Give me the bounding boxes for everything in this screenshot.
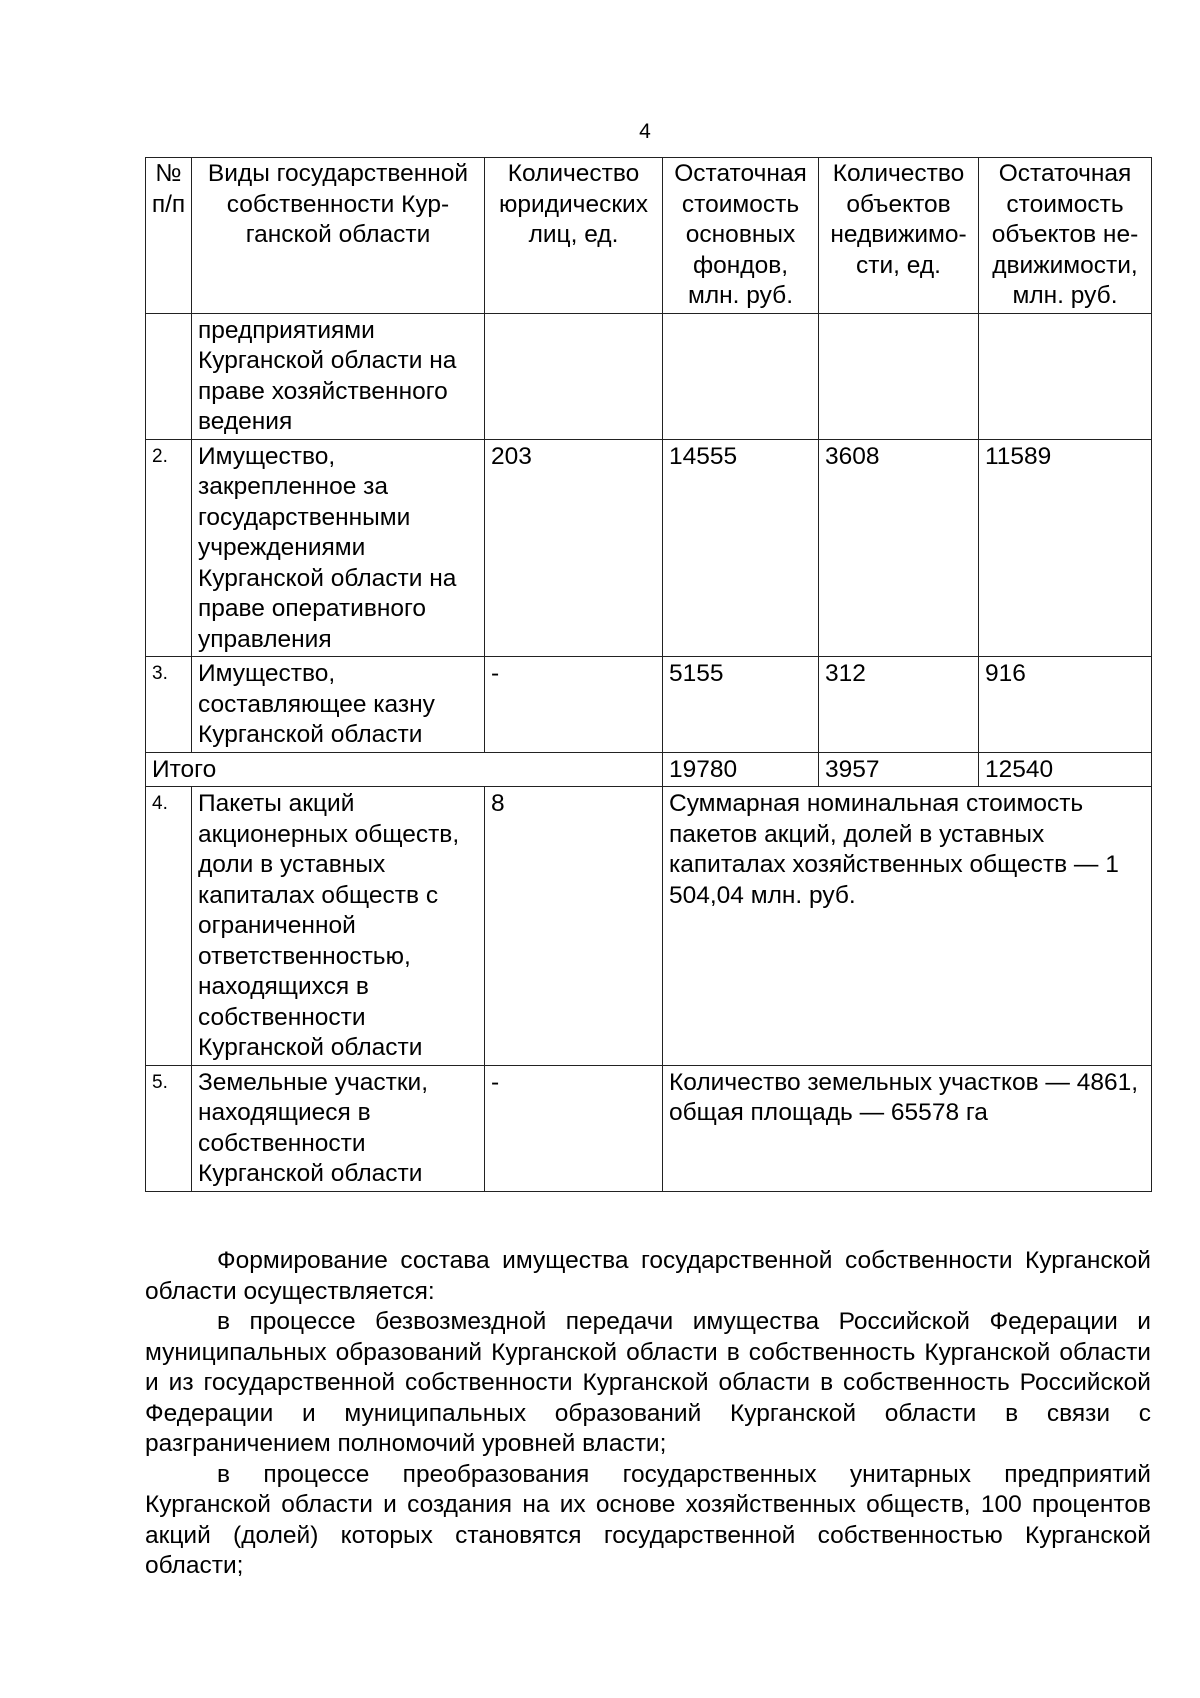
row-property-type: Имущество, закрепленное за государственными учреждениями Курганской области на праве оперативного управления — [192, 439, 485, 657]
table-row — [146, 313, 1152, 439]
row-property-type: Земельные участки, находящиеся в собственности Курганской области — [192, 1065, 485, 1191]
header-funds-value: Остаточная стоимость основных фондов, млн. руб. — [663, 158, 819, 314]
row-funds-value: 14555 — [663, 439, 819, 657]
row-continuation-text: предприятиями Курганской области на праве хозяйственного ведения — [192, 313, 485, 439]
empty-cell — [979, 313, 1152, 439]
table-row — [146, 1065, 1152, 1191]
page-number: 4 — [639, 120, 651, 143]
row-real-estate-count: 312 — [819, 657, 979, 753]
row-legal-entities: - — [485, 1065, 663, 1191]
row-legal-entities: - — [485, 657, 663, 753]
header-real-estate-value: Остаточная стоимость объектов не-движимости, млн. руб. — [979, 158, 1152, 314]
row-legal-entities: 8 — [485, 787, 663, 1066]
table-row — [146, 787, 1152, 1066]
paragraph: в процессе преобразования государственных унитарных предприятий Курганской области и создания на их основе хозяйственных обществ, 100 процентов акций (долей) которых становятся государственной собственностью Курганской области; — [145, 1460, 1151, 1579]
row-number: 3. — [146, 657, 192, 753]
body-text — [145, 1246, 1151, 1582]
empty-cell — [663, 313, 819, 439]
row-number: 4. — [146, 787, 192, 1066]
property-table — [145, 157, 1152, 1192]
empty-cell — [485, 313, 663, 439]
paragraph: Формирование состава имущества государственной собственности Курганской области осуществляется: — [145, 1247, 1151, 1305]
row-property-type: Пакеты акций акционерных обществ, доли в уставных капиталах обществ с ограниченной ответственностью, находящихся в собственности Курганской области — [192, 787, 485, 1066]
row-continuation-number — [146, 313, 192, 439]
total-row — [146, 752, 1152, 787]
header-property-type: Виды государственной собственности Кур-ганской области — [192, 158, 485, 314]
row-note: Количество земельных участков — 4861, общая площадь — 65578 га — [663, 1065, 1152, 1191]
total-real-estate-count: 3957 — [819, 752, 979, 787]
row-number: 5. — [146, 1065, 192, 1191]
empty-cell — [819, 313, 979, 439]
row-real-estate-count: 3608 — [819, 439, 979, 657]
row-note: Суммарная номинальная стоимость пакетов акций, долей в уставных капиталах хозяйственных обществ — 1 504,04 млн. руб. — [663, 787, 1152, 1066]
row-funds-value: 5155 — [663, 657, 819, 753]
paragraph: в процессе безвозмездной передачи имущества Российской Федерации и муниципальных образований Курганской области в собственность Курганской области и из государственной собственности Курганской области в собственность Российской Федерации и муниципальных образований Курганской области в связи с разграничением полномочий уровней власти; — [145, 1308, 1151, 1457]
total-funds-value: 19780 — [663, 752, 819, 787]
row-legal-entities: 203 — [485, 439, 663, 657]
row-real-estate-value: 11589 — [979, 439, 1152, 657]
table-row — [146, 657, 1152, 753]
total-real-estate-value: 12540 — [979, 752, 1152, 787]
header-real-estate-count: Количество объектов недвижимо-сти, ед. — [819, 158, 979, 314]
row-real-estate-value: 916 — [979, 657, 1152, 753]
row-property-type: Имущество, составляющее казну Курганской области — [192, 657, 485, 753]
header-number: № п/п — [146, 158, 192, 314]
total-label: Итого — [146, 752, 663, 787]
table-header-row — [146, 158, 1152, 314]
header-legal-entities: Количество юридических лиц, ед. — [485, 158, 663, 314]
row-number: 2. — [146, 439, 192, 657]
table-row — [146, 439, 1152, 657]
